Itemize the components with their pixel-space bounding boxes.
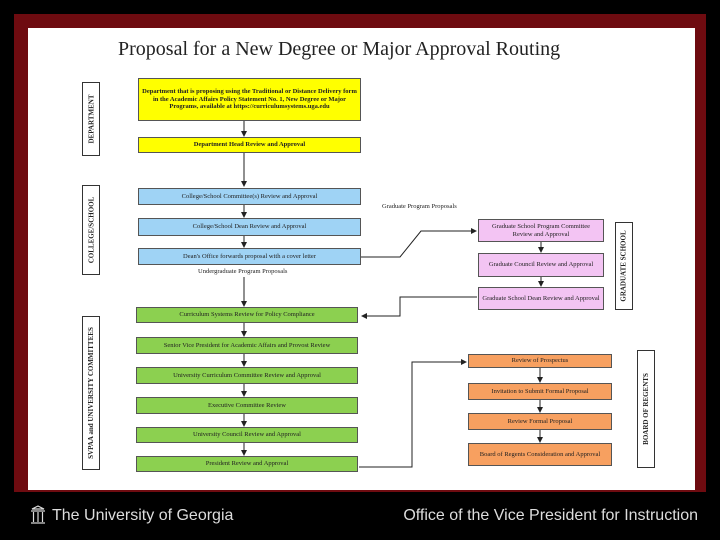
footer-office: Office of the Vice President for Instruction <box>403 507 698 524</box>
grad-council-box: Graduate Council Review and Approval <box>478 253 604 277</box>
university-council-box: University Council Review and Approval <box>136 427 358 443</box>
president-box: President Review and Approval <box>136 456 358 472</box>
regents-consideration-box: Board of Regents Consideration and Approval <box>468 443 612 466</box>
svpaa-box: Senior Vice President for Academic Affairs and Provost Review <box>136 337 358 354</box>
page-title: Proposal for a New Degree or Major Approval Routing <box>118 38 561 60</box>
dept-head-box: Department Head Review and Approval <box>138 137 361 153</box>
dept-prepare-box: Department that is proposing using the Traditional or Distance Delivery form in the Academic Affairs Policy Statement No. 1, New Degree or Major Programs, available at https://curriculumsystems.uga.edu <box>138 78 361 121</box>
department-section-label: DEPARTMENT <box>82 82 100 156</box>
graduate-proposals-note: Graduate Program Proposals <box>382 203 457 210</box>
grad-dean-box: Graduate School Dean Review and Approval <box>478 287 604 310</box>
graduate-section-label: GRADUATE SCHOOL <box>615 222 633 310</box>
regents-section-label: BOARD OF REGENTS <box>637 350 655 468</box>
executive-committee-box: Executive Committee Review <box>136 397 358 414</box>
college-committee-box: College/School Committee(s) Review and Approval <box>138 188 361 205</box>
review-prospectus-box: Review of Prospectus <box>468 354 612 368</box>
review-formal-box: Review Formal Proposal <box>468 413 612 430</box>
curriculum-systems-box: Curriculum Systems Review for Policy Compliance <box>136 307 358 323</box>
college-dean-box: College/School Dean Review and Approval <box>138 218 361 236</box>
deans-office-box: Dean's Office forwards proposal with a cover letter <box>138 248 361 265</box>
invitation-box: Invitation to Submit Formal Proposal <box>468 383 612 400</box>
footer-university: The University of Georgia <box>52 507 234 524</box>
svpaa-section-label: SVPAA and UNIVERSITY COMMITTEES <box>82 316 100 470</box>
grad-program-committee-box: Graduate School Program Committee Review and Approval <box>478 219 604 242</box>
arch-icon <box>30 505 46 525</box>
college-section-label: COLLEGE/SCHOOL <box>82 185 100 275</box>
undergraduate-proposals-note: Undergraduate Program Proposals <box>198 268 288 275</box>
ucc-box: University Curriculum Committee Review and Approval <box>136 367 358 384</box>
